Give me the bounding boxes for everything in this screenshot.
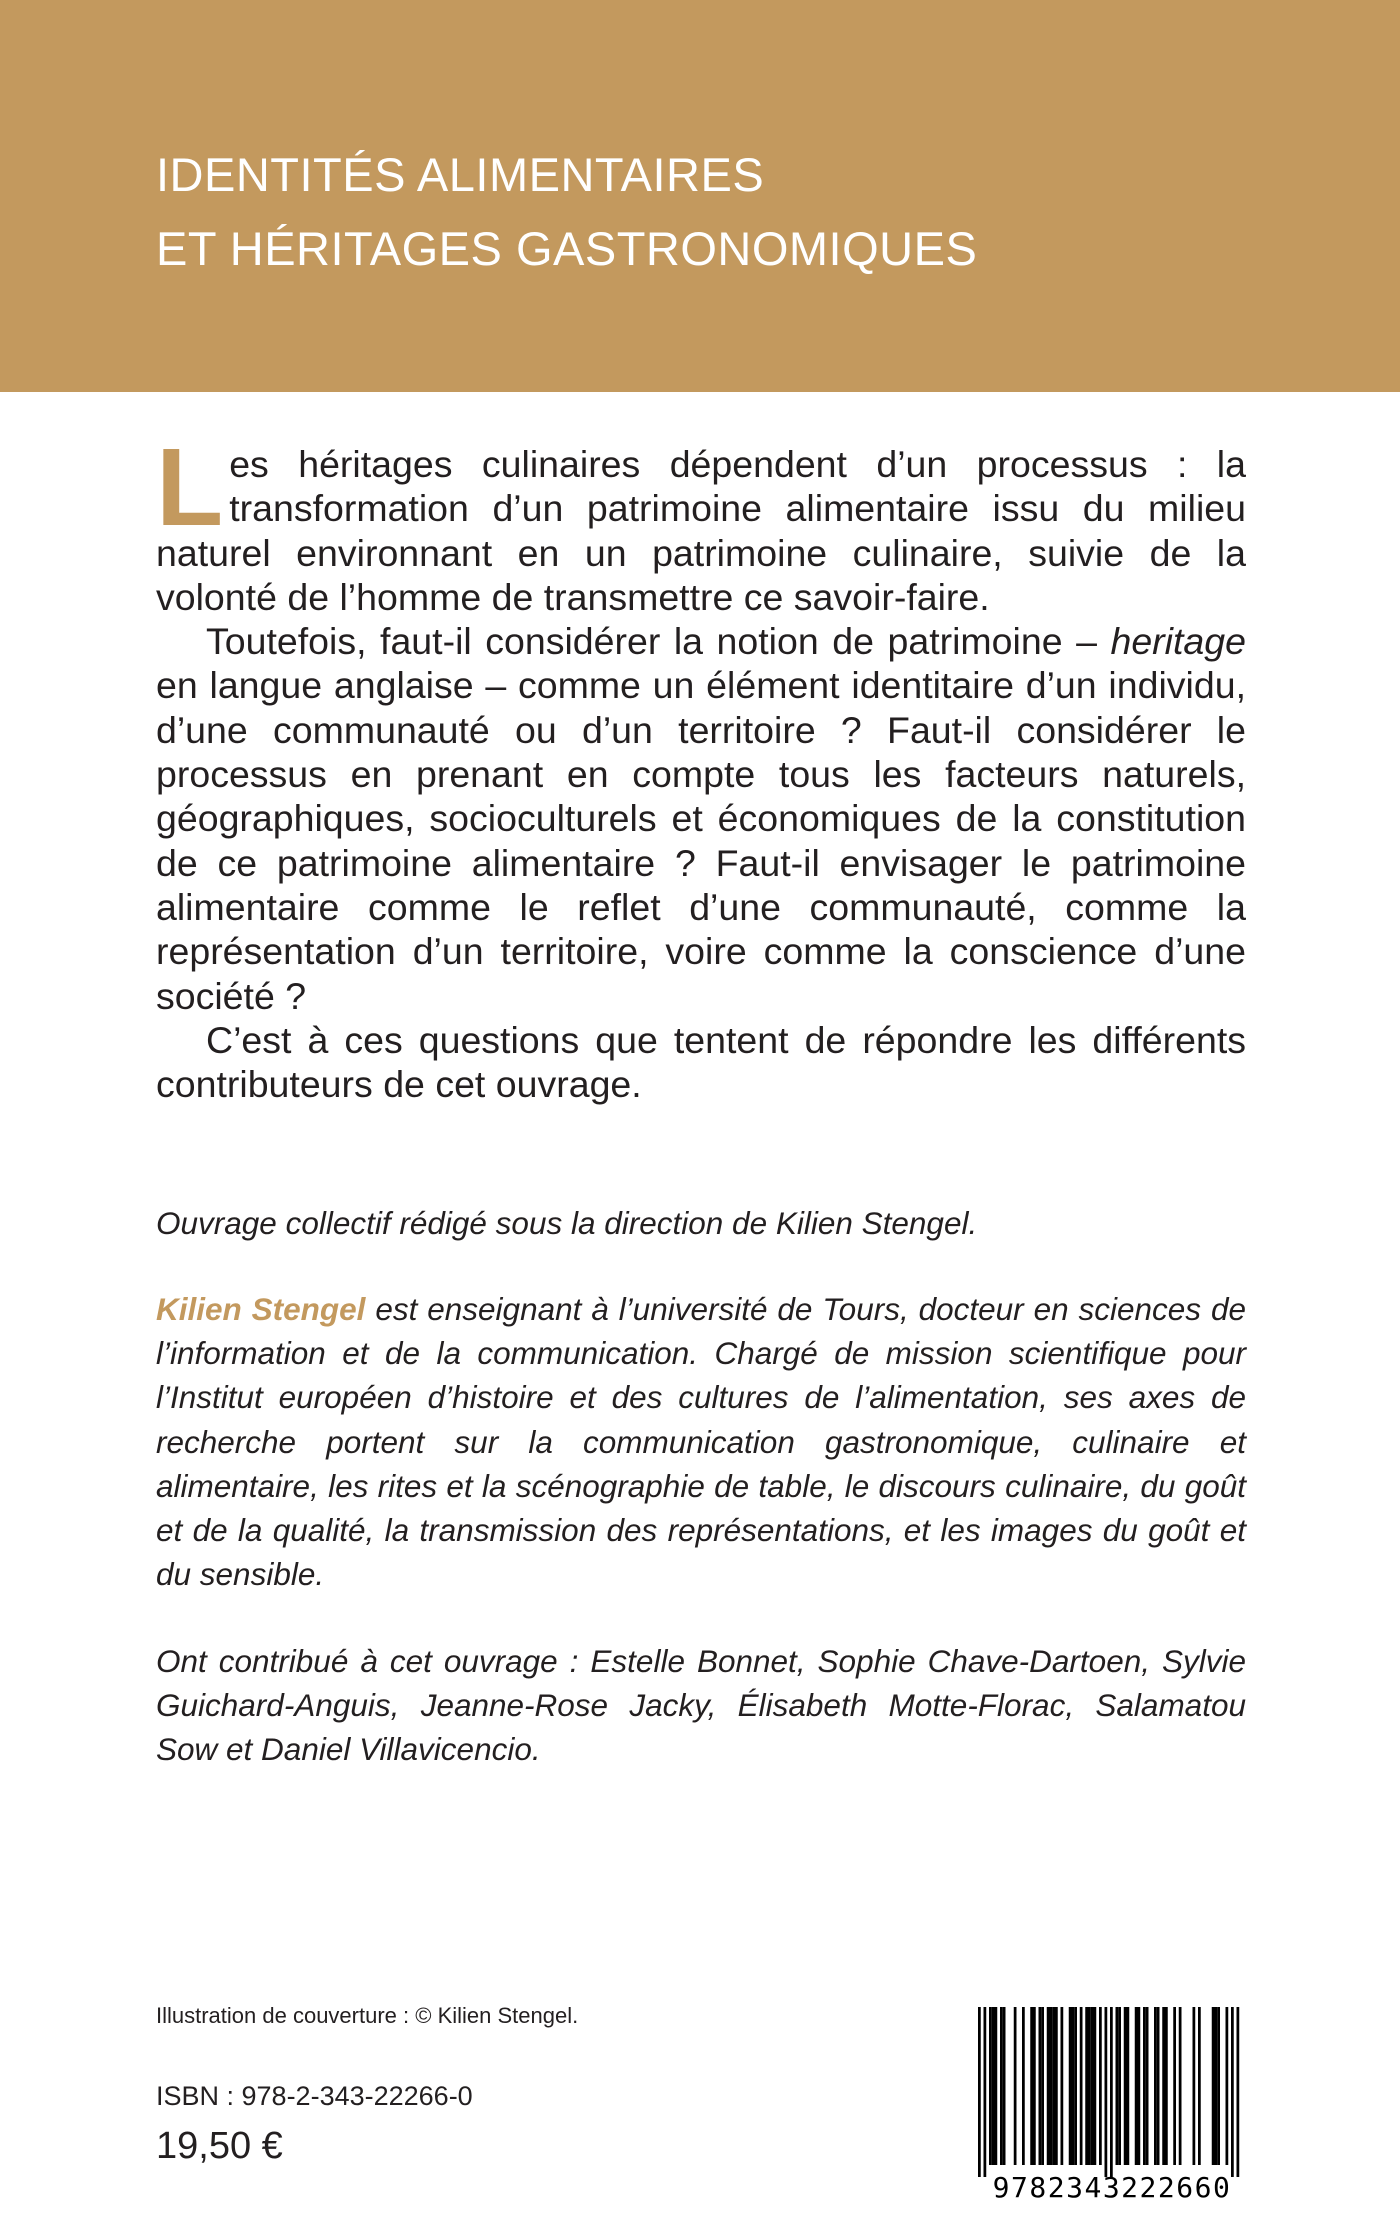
barcode-digits: 9782343222660	[992, 2171, 1232, 2203]
barcode-bar	[1088, 2007, 1091, 2165]
summary-text	[156, 426, 1246, 1106]
barcode-bar	[1055, 2007, 1058, 2165]
barcode-bar	[1173, 2007, 1176, 2165]
title-line-2: ET HÉRITAGES GASTRONOMIQUES	[156, 222, 978, 275]
barcode-bar	[1099, 2007, 1102, 2165]
barcode-bar	[1217, 2007, 1220, 2165]
barcode-bar	[1212, 2007, 1215, 2165]
barcode-bar	[1091, 2007, 1094, 2165]
barcode-bar	[1003, 2007, 1006, 2165]
summary-paragraph-2	[156, 619, 1246, 1018]
title-line-1: IDENTITÉS ALIMENTAIRES	[156, 148, 765, 201]
barcode-bar	[984, 2007, 987, 2177]
barcode-bar	[1135, 2007, 1138, 2165]
author-bio-text: est enseignant à l’université de Tours, docteur en sciences de l’information et de la communication. Chargé de mission scientifique pour l’Institut européen d’histoire et des cultures de l’alimentation, ses axes de recherche portent sur la communication gastronomique, culinaire et alimentaire, les rites et la scénographie de table, le discours culinaire, du goût et de la qualité, la transmission des représentations, et les images du goût et du sensible.	[156, 1291, 1246, 1593]
barcode-bar	[1179, 2007, 1182, 2165]
summary-p2-end: en langue anglaise – comme un élément identitaire d’un individu, d’une communauté ou d’un territoire ? Faut-il considérer le processus en prenant en compte tous les facteurs naturels, géographiques, socioculturels et économiques de la constitution de ce patrimoine alimentaire ? Faut-il envisager le patrimoine alimentaire comme le reflet d’une communauté, comme la représentation d’un territoire, voire comme la conscience d’une société ?	[156, 664, 1246, 1017]
barcode-bar	[1154, 2007, 1157, 2165]
barcode-bar	[1094, 2007, 1097, 2165]
summary-p2-start: Toutefois, faut-il considérer la notion de patrimoine –	[206, 620, 1111, 663]
barcode-bar	[1143, 2007, 1146, 2165]
contributors-note: Ont contribué à cet ouvrage : Estelle Bonnet, Sophie Chave-Dartoen, Sylvie Guichard-Anguis, Jeanne-Rose Jacky, Élisabeth Motte-Florac, Salamatou Sow et Daniel Villavicencio.	[156, 1643, 1246, 1768]
barcode-bar	[1105, 2007, 1108, 2177]
barcode-bar	[1165, 2007, 1168, 2165]
barcode-bar	[1069, 2007, 1072, 2165]
illustration-credit: Illustration de couverture : © Kilien Stengel.	[156, 2003, 579, 2028]
barcode-bar	[1116, 2007, 1119, 2165]
cover-header-band	[0, 0, 1400, 392]
barcode-bar	[1146, 2007, 1149, 2165]
barcode-bar	[1074, 2007, 1077, 2165]
barcode-bar	[1124, 2007, 1127, 2165]
barcode-bar	[1085, 2007, 1088, 2165]
barcode-bar	[1061, 2007, 1064, 2165]
summary-paragraph-1	[156, 426, 1246, 619]
isbn-barcode	[970, 2003, 1250, 2203]
barcode-bar	[1198, 2007, 1201, 2165]
barcode-bar	[1033, 2007, 1036, 2165]
barcode-bar	[1080, 2007, 1083, 2165]
isbn-number: ISBN : 978-2-343-22266-0	[156, 2081, 473, 2111]
barcode-bar	[1226, 2007, 1229, 2165]
barcode-bar	[1127, 2007, 1130, 2165]
summary-paragraph-3: C’est à ces questions que tentent de répondre les différents contributeurs de cet ouvrage.	[156, 1018, 1246, 1106]
barcode-bar	[1162, 2007, 1165, 2165]
summary-p2-italic: heritage	[1110, 620, 1246, 663]
barcode-bar	[1072, 2007, 1075, 2165]
barcode-bar	[992, 2007, 995, 2165]
direction-note: Ouvrage collectif rédigé sous la direction de Kilien Stengel.	[156, 1205, 978, 1241]
barcode-bar	[1110, 2007, 1113, 2177]
barcode-bar	[1193, 2007, 1196, 2165]
author-name: Kilien Stengel	[156, 1291, 366, 1327]
barcode-bar	[1052, 2007, 1055, 2165]
barcode-bar	[995, 2007, 998, 2165]
barcode-bar	[1039, 2007, 1042, 2165]
barcode-bar	[989, 2007, 992, 2165]
barcode-bar	[1050, 2007, 1053, 2165]
book-title	[156, 138, 977, 286]
barcode-bar	[1047, 2007, 1050, 2165]
barcode-bar	[1118, 2007, 1121, 2165]
barcode-bar	[1157, 2007, 1160, 2165]
barcode-bar	[1215, 2007, 1218, 2165]
barcode-bar	[1030, 2007, 1033, 2165]
barcode-bar	[1022, 2007, 1025, 2165]
summary-p1-text: es héritages culinaires dépendent d’un processus : la transformation d’un patrimoine alimentaire issu du milieu naturel environnant en un patrimoine culinaire, suivie de la volonté de l’homme de transmettre ce savoir-faire.	[156, 443, 1246, 618]
author-bio	[156, 1287, 1246, 1596]
barcode-bar	[1231, 2007, 1234, 2177]
price: 19,50 €	[156, 2125, 283, 2167]
barcode-bar	[1138, 2007, 1141, 2165]
drop-cap: L	[156, 426, 224, 549]
barcode-bar	[1000, 2007, 1003, 2165]
barcode-bar	[1014, 2007, 1017, 2165]
barcode-bar	[978, 2007, 981, 2177]
barcode-bar	[1237, 2007, 1240, 2177]
barcode-bar	[1041, 2007, 1044, 2165]
